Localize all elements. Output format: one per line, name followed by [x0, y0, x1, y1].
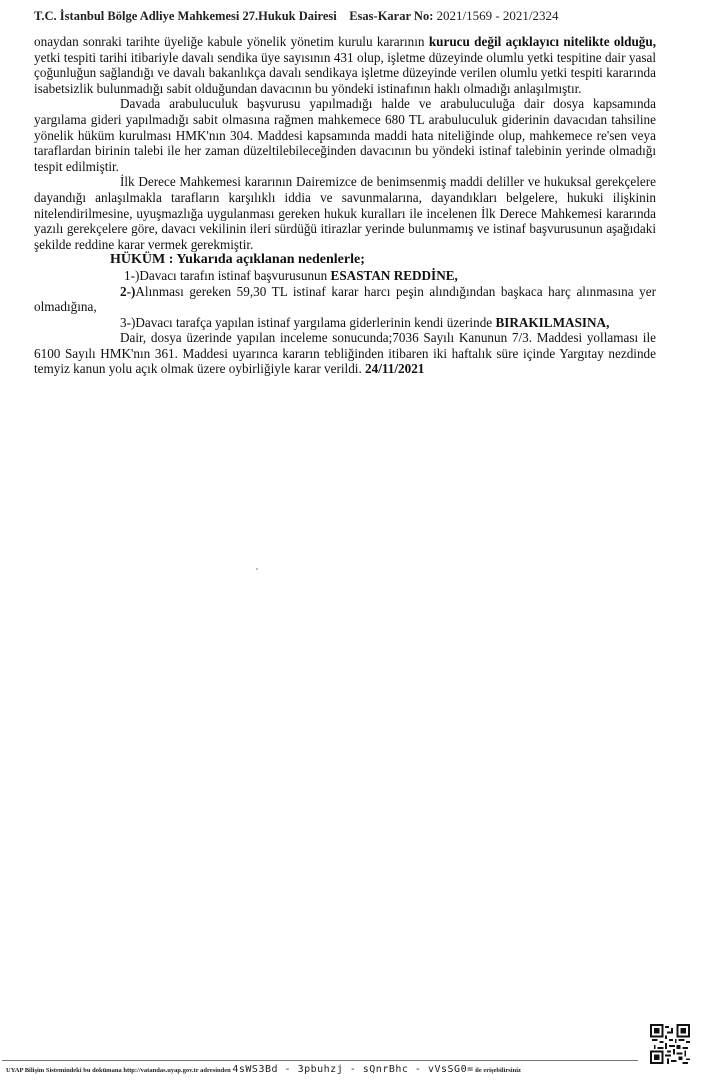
hukum-item-3: [34, 315, 656, 331]
verification-code: 4sWS3Bd - 3pbuhzj - sQnrBhc - vVsSG0=: [232, 1064, 474, 1075]
hukum-item-1-bold: ESASTAN REDDİNE,: [330, 267, 458, 283]
hukum-item-3-bold: BIRAKILMASINA,: [495, 314, 610, 330]
hukum-item-1: [34, 268, 656, 284]
footer-text-b: ile erişebilirsiniz: [475, 1067, 521, 1074]
hukum-item-1-text: 1-)Davacı tarafın istinaf başvurusunun: [124, 267, 331, 283]
qr-code-icon: [650, 1024, 690, 1064]
paragraph-1-text-c: yetki tespiti tarihi itibariyle davalı sendika üye sayısının 431 olup, işletme düzeyinde olumlu yetki tespitine dair yasal çoğunluğun sağlandığı ve davalı bakanlıkça davalı sendikaya işletme düzeyinde verilen olumlu yetki tespiti kararında isabetsizlik bulunmadığı sabit olduğundan davacının bu yöndeki istinafının haklı olmadığı anlaşılmıştır.: [34, 49, 656, 96]
footer-divider: [2, 1060, 638, 1061]
final-paragraph: [34, 330, 656, 377]
case-label: Esas-Karar No:: [349, 9, 434, 23]
paragraph-1-bold: kurucu değil açıklayıcı nitelikte olduğu,: [428, 34, 657, 49]
hukum-item-2: [34, 284, 656, 315]
uyap-footer: [6, 1064, 638, 1075]
case-number: 2021/1569 - 2021/2324: [436, 8, 559, 23]
paragraph-1: [34, 34, 656, 96]
paragraph-3: İlk Derece Mahkemesi kararının Dairemizce de benimsenmiş maddi deliller ve hukuksal gerekçelere dayandığı anlaşılmakla tarafların karşılıklı iddia ve savunmalarına, dayandıkları belgelere, hukuki ilişkinin nitelendirilmesine, uyuşmazlığa uygulanması gereken hukuk kuralları ile incelenen İlk Derece Mahkemesi kararında yazılı gerekçelere göre, davacı vekilinin ileri sürdüğü itirazlar yerinde bulunmamış ve istinaf başvurusunun aşağıdaki şekilde reddine karar vermek gerekmiştir.: [34, 174, 656, 252]
hukum-title: HÜKÜM : Yukarıda açıklanan nedenlerle;: [110, 252, 365, 268]
document-header: [34, 8, 674, 24]
final-text: Dair, dosya üzerinde yapılan inceleme sonucunda;7036 Sayılı Kanunun 7/3. Maddesi yollaması ile 6100 Sayılı HMK'nın 361. Maddesi uyarınca kararın tebliğinden itibaren iki haftalık süre içinde Yargıtay nezdinde temyiz kanun yolu açık olmak üzere oybirliğiyle karar verildi.: [34, 330, 656, 377]
hukum-item-3-text: 3-)Davacı tarafça yapılan istinaf yargılama giderlerinin kendi üzerinde: [120, 314, 496, 330]
hukum-item-2-number: 2-): [120, 283, 136, 299]
footer-text-a: UYAP Bilişim Sistemindeki bu dokümana http://vatandas.uyap.gov.tr adresinden: [6, 1067, 231, 1074]
stray-dot: [256, 568, 258, 570]
paragraph-1-text-a: onaydan sonraki tarihte üyeliğe kabule yönelik yönetim kurulu kararının: [34, 34, 429, 49]
hukum-item-2-text: Alınması gereken 59,30 TL istinaf karar harcı peşin alındığından başkaca harç alınmasına yer olmadığına,: [34, 283, 656, 315]
document-body: [34, 34, 656, 377]
decision-date: 24/11/2021: [365, 361, 425, 377]
court-name: T.C. İstanbul Bölge Adliye Mahkemesi 27.Hukuk Dairesi: [34, 9, 337, 23]
paragraph-2: Davada arabuluculuk başvurusu yapılmadığı halde ve arabuluculuğa dair dosya kapsamında yargılama gideri yapılmadığı sabit olmasına rağmen mahkemece 680 TL arabuluculuk giderinin davacıdan tahsiline yönelik hüküm kurulması HMK'nın 304. Maddesi kapsamında maddi hata niteliğinde olup, mahkemece re'sen veya taraflardan birinin talebi ile her zaman düzeltilebileceğinden davacının bu yöndeki istinaf talebinin yerinde olmadığı tespit edilmiştir.: [34, 96, 656, 174]
